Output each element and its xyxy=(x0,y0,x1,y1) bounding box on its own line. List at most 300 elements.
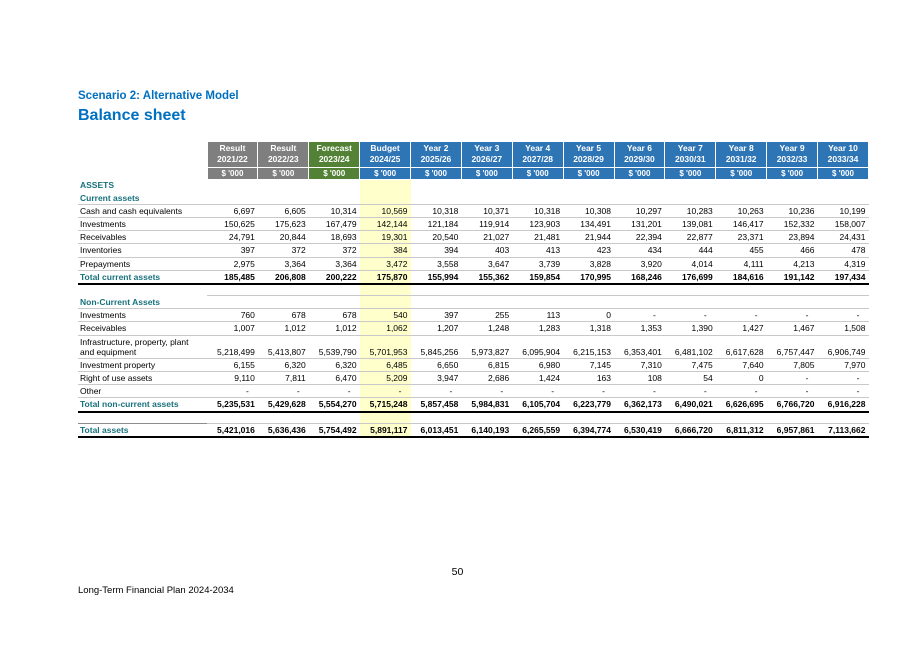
value-cell: 1,012 xyxy=(309,322,360,335)
value-cell xyxy=(665,296,716,309)
table-row xyxy=(78,372,869,385)
value-cell: 6,980 xyxy=(512,358,563,371)
value-cell xyxy=(461,296,512,309)
value-cell: - xyxy=(665,309,716,322)
value-cell: 6,697 xyxy=(207,204,258,217)
value-cell: 397 xyxy=(411,309,462,322)
value-cell: - xyxy=(360,385,411,398)
column-header-label: Year 10 xyxy=(828,143,858,154)
value-cell: 4,111 xyxy=(716,257,767,270)
value-cell: 5,845,256 xyxy=(411,335,462,358)
value-cell: 19,301 xyxy=(360,231,411,244)
value-cell: 6,353,401 xyxy=(614,335,665,358)
unit-header: $ '000 xyxy=(258,167,309,179)
value-cell: 394 xyxy=(411,244,462,257)
unit-header: $ '000 xyxy=(614,167,665,179)
unit-header: $ '000 xyxy=(411,167,462,179)
value-cell: 10,569 xyxy=(360,204,411,217)
value-cell: 168,246 xyxy=(614,270,665,284)
value-cell: - xyxy=(461,385,512,398)
value-cell: 7,811 xyxy=(258,372,309,385)
row-label: Receivables xyxy=(78,231,207,244)
table-row xyxy=(78,335,869,358)
value-cell: - xyxy=(411,385,462,398)
value-cell: - xyxy=(818,309,869,322)
value-cell: 7,145 xyxy=(563,358,614,371)
value-cell xyxy=(360,296,411,309)
column-header-year: 2032/33 xyxy=(776,154,808,165)
value-cell: 372 xyxy=(258,244,309,257)
value-cell xyxy=(767,192,818,205)
column-header-label: Budget xyxy=(370,143,400,154)
value-cell: 3,828 xyxy=(563,257,614,270)
row-label: Cash and cash equivalents xyxy=(78,204,207,217)
corner-cell xyxy=(78,167,207,179)
value-cell xyxy=(258,412,309,424)
value-cell: 10,314 xyxy=(309,204,360,217)
value-cell: 5,973,827 xyxy=(461,335,512,358)
column-header xyxy=(512,141,563,167)
value-cell: 5,636,436 xyxy=(258,424,309,438)
value-cell xyxy=(309,412,360,424)
value-cell: 434 xyxy=(614,244,665,257)
table-row xyxy=(78,385,869,398)
column-header-label: Year 8 xyxy=(728,143,754,154)
value-cell: - xyxy=(614,385,665,398)
table-row xyxy=(78,231,869,244)
column-header xyxy=(411,141,462,167)
value-cell: 3,364 xyxy=(258,257,309,270)
value-cell: 6,013,451 xyxy=(411,424,462,438)
value-cell xyxy=(614,179,665,191)
column-header xyxy=(360,141,411,167)
value-cell: 113 xyxy=(512,309,563,322)
column-header-year: 2028/29 xyxy=(573,154,604,165)
value-cell xyxy=(411,179,462,191)
footer-text: Long-Term Financial Plan 2024-2034 xyxy=(78,585,234,596)
value-cell: 444 xyxy=(665,244,716,257)
value-cell: 10,318 xyxy=(411,204,462,217)
value-cell: 6,916,228 xyxy=(818,398,869,412)
column-header xyxy=(665,141,716,167)
value-cell: 119,914 xyxy=(461,218,512,231)
value-cell xyxy=(360,284,411,296)
value-cell xyxy=(309,179,360,191)
value-cell xyxy=(461,284,512,296)
value-cell: 3,920 xyxy=(614,257,665,270)
value-cell: 150,625 xyxy=(207,218,258,231)
value-cell: 146,417 xyxy=(716,218,767,231)
value-cell: 134,491 xyxy=(563,218,614,231)
value-cell xyxy=(818,284,869,296)
table-row xyxy=(78,309,869,322)
row-label xyxy=(78,284,207,296)
value-cell: 5,429,628 xyxy=(258,398,309,412)
value-cell: 10,371 xyxy=(461,204,512,217)
value-cell: 540 xyxy=(360,309,411,322)
value-cell: 6,470 xyxy=(309,372,360,385)
value-cell: 6,666,720 xyxy=(665,424,716,438)
value-cell: 6,215,153 xyxy=(563,335,614,358)
unit-header: $ '000 xyxy=(461,167,512,179)
value-cell: 155,362 xyxy=(461,270,512,284)
value-cell: 6,140,193 xyxy=(461,424,512,438)
value-cell: 6,223,779 xyxy=(563,398,614,412)
value-cell: 10,283 xyxy=(665,204,716,217)
value-cell: 413 xyxy=(512,244,563,257)
value-cell xyxy=(512,284,563,296)
column-header xyxy=(716,141,767,167)
value-cell: 372 xyxy=(309,244,360,257)
column-header-label: Year 5 xyxy=(576,143,602,154)
value-cell: 5,554,270 xyxy=(309,398,360,412)
value-cell xyxy=(512,296,563,309)
value-cell: 6,265,559 xyxy=(512,424,563,438)
value-cell xyxy=(716,284,767,296)
value-cell: 1,427 xyxy=(716,322,767,335)
value-cell: 6,766,720 xyxy=(767,398,818,412)
value-cell xyxy=(818,296,869,309)
value-cell xyxy=(207,412,258,424)
column-header xyxy=(818,141,869,167)
value-cell xyxy=(614,296,665,309)
value-cell: - xyxy=(716,309,767,322)
value-cell: 24,431 xyxy=(818,231,869,244)
value-cell: 3,472 xyxy=(360,257,411,270)
value-cell: - xyxy=(818,372,869,385)
value-cell xyxy=(818,192,869,205)
value-cell xyxy=(665,412,716,424)
value-cell xyxy=(309,192,360,205)
value-cell: 6,617,628 xyxy=(716,335,767,358)
value-cell: 54 xyxy=(665,372,716,385)
value-cell: 152,332 xyxy=(767,218,818,231)
value-cell: 6,490,021 xyxy=(665,398,716,412)
column-header xyxy=(461,141,512,167)
value-cell xyxy=(614,412,665,424)
value-cell xyxy=(614,192,665,205)
value-cell: 6,811,312 xyxy=(716,424,767,438)
column-header-year: 2024/25 xyxy=(369,154,401,165)
value-cell xyxy=(767,412,818,424)
row-label: Receivables xyxy=(78,322,207,335)
value-cell: 163 xyxy=(563,372,614,385)
value-cell: 191,142 xyxy=(767,270,818,284)
value-cell: 6,320 xyxy=(258,358,309,371)
value-cell: 1,062 xyxy=(360,322,411,335)
value-cell: 2,975 xyxy=(207,257,258,270)
table-row xyxy=(78,244,869,257)
value-cell: 1,467 xyxy=(767,322,818,335)
value-cell: 5,715,248 xyxy=(360,398,411,412)
column-header-year: 2022/23 xyxy=(267,154,299,165)
value-cell: 158,007 xyxy=(818,218,869,231)
value-cell xyxy=(716,192,767,205)
value-cell: - xyxy=(716,385,767,398)
value-cell: - xyxy=(767,372,818,385)
table-row xyxy=(78,322,869,335)
value-cell: 9,110 xyxy=(207,372,258,385)
value-cell: 10,297 xyxy=(614,204,665,217)
value-cell: 423 xyxy=(563,244,614,257)
value-cell: 5,413,807 xyxy=(258,335,309,358)
value-cell: 1,248 xyxy=(461,322,512,335)
value-cell xyxy=(716,412,767,424)
row-label: Non-Current Assets xyxy=(78,296,207,309)
value-cell: 159,854 xyxy=(512,270,563,284)
value-cell: 1,390 xyxy=(665,322,716,335)
value-cell xyxy=(258,296,309,309)
value-cell: 760 xyxy=(207,309,258,322)
value-cell: 5,701,953 xyxy=(360,335,411,358)
column-header xyxy=(767,141,818,167)
value-cell: 678 xyxy=(309,309,360,322)
column-header-year: 2029/30 xyxy=(624,154,655,165)
row-label: Other xyxy=(78,385,207,398)
column-header-year: 2027/28 xyxy=(522,154,554,165)
spacer-row xyxy=(78,284,869,296)
value-cell: 4,014 xyxy=(665,257,716,270)
value-cell xyxy=(563,296,614,309)
value-cell: 384 xyxy=(360,244,411,257)
value-cell: 7,310 xyxy=(614,358,665,371)
row-label: Investments xyxy=(78,309,207,322)
value-cell: 175,623 xyxy=(258,218,309,231)
value-cell: 10,318 xyxy=(512,204,563,217)
value-cell: 4,319 xyxy=(818,257,869,270)
value-cell xyxy=(461,412,512,424)
value-cell: 5,235,531 xyxy=(207,398,258,412)
page-content xyxy=(78,90,869,438)
value-cell: 20,844 xyxy=(258,231,309,244)
value-cell: 0 xyxy=(563,309,614,322)
column-header-year: 2025/26 xyxy=(420,154,452,165)
value-cell: 170,995 xyxy=(563,270,614,284)
row-label xyxy=(78,412,207,424)
value-cell: 121,184 xyxy=(411,218,462,231)
value-cell: 6,815 xyxy=(461,358,512,371)
column-header-label: Result xyxy=(270,143,297,154)
value-cell: 1,207 xyxy=(411,322,462,335)
value-cell: - xyxy=(309,385,360,398)
value-cell: 6,481,102 xyxy=(665,335,716,358)
column-header-year: 2023/24 xyxy=(318,154,350,165)
value-cell: 131,201 xyxy=(614,218,665,231)
row-label: Infrastructure, property, plant and equipment xyxy=(78,335,207,358)
unit-header: $ '000 xyxy=(309,167,360,179)
row-label: Total current assets xyxy=(78,270,207,284)
value-cell: 5,218,499 xyxy=(207,335,258,358)
value-cell: 24,791 xyxy=(207,231,258,244)
value-cell xyxy=(258,179,309,191)
value-cell: 167,479 xyxy=(309,218,360,231)
column-header-year: 2026/27 xyxy=(471,154,503,165)
total-row xyxy=(78,424,869,438)
value-cell: - xyxy=(767,385,818,398)
row-label: Prepayments xyxy=(78,257,207,270)
value-cell: 6,957,861 xyxy=(767,424,818,438)
value-cell: 155,994 xyxy=(411,270,462,284)
value-cell xyxy=(563,192,614,205)
table-row xyxy=(78,358,869,371)
column-header-label: Year 6 xyxy=(626,143,652,154)
page-number: 50 xyxy=(451,566,464,578)
value-cell: 185,485 xyxy=(207,270,258,284)
unit-header: $ '000 xyxy=(716,167,767,179)
value-cell xyxy=(411,296,462,309)
column-header-label: Forecast xyxy=(316,143,352,154)
value-cell: 1,007 xyxy=(207,322,258,335)
value-cell xyxy=(512,179,563,191)
value-cell: 1,353 xyxy=(614,322,665,335)
value-cell: 7,970 xyxy=(818,358,869,371)
value-cell xyxy=(716,179,767,191)
value-cell: 0 xyxy=(716,372,767,385)
value-cell: 7,805 xyxy=(767,358,818,371)
value-cell xyxy=(411,192,462,205)
value-cell xyxy=(563,412,614,424)
value-cell: 5,857,458 xyxy=(411,398,462,412)
unit-header: $ '000 xyxy=(818,167,869,179)
value-cell: 184,616 xyxy=(716,270,767,284)
column-header-year: 2021/22 xyxy=(217,154,248,165)
unit-header: $ '000 xyxy=(665,167,716,179)
column-header-year: 2030/31 xyxy=(674,154,706,165)
value-cell: 1,508 xyxy=(818,322,869,335)
page-title: Balance sheet xyxy=(78,106,186,124)
column-header-label: Year 3 xyxy=(474,143,500,154)
value-cell: - xyxy=(207,385,258,398)
column-header-year: 2031/32 xyxy=(725,154,757,165)
value-cell xyxy=(563,179,614,191)
table-row xyxy=(78,257,869,270)
value-cell: 6,362,173 xyxy=(614,398,665,412)
value-cell: - xyxy=(767,309,818,322)
value-cell: - xyxy=(512,385,563,398)
value-cell: 478 xyxy=(818,244,869,257)
value-cell: 3,647 xyxy=(461,257,512,270)
value-cell xyxy=(411,412,462,424)
value-cell xyxy=(360,412,411,424)
group-row xyxy=(78,179,869,191)
value-cell xyxy=(207,284,258,296)
value-cell xyxy=(360,179,411,191)
value-cell xyxy=(360,192,411,205)
unit-header: $ '000 xyxy=(512,167,563,179)
value-cell xyxy=(665,284,716,296)
total-row xyxy=(78,270,869,284)
column-header xyxy=(309,141,360,167)
value-cell xyxy=(309,296,360,309)
value-cell: 1,318 xyxy=(563,322,614,335)
value-cell: - xyxy=(665,385,716,398)
value-cell xyxy=(818,412,869,424)
value-cell: 455 xyxy=(716,244,767,257)
value-cell: 176,699 xyxy=(665,270,716,284)
value-cell: 6,105,704 xyxy=(512,398,563,412)
value-cell: 10,308 xyxy=(563,204,614,217)
value-cell: 5,209 xyxy=(360,372,411,385)
value-cell: 1,424 xyxy=(512,372,563,385)
column-header-label: Year 9 xyxy=(779,143,805,154)
value-cell xyxy=(767,296,818,309)
value-cell: 23,371 xyxy=(716,231,767,244)
value-cell: 21,481 xyxy=(512,231,563,244)
unit-header: $ '000 xyxy=(767,167,818,179)
value-cell: 678 xyxy=(258,309,309,322)
column-header xyxy=(207,141,258,167)
value-cell: - xyxy=(818,385,869,398)
column-header-year: 2033/34 xyxy=(827,154,859,165)
value-cell: 10,236 xyxy=(767,204,818,217)
balance-sheet-table xyxy=(78,141,869,438)
value-cell: 7,113,662 xyxy=(818,424,869,438)
value-cell xyxy=(207,179,258,191)
value-cell: 6,320 xyxy=(309,358,360,371)
value-cell xyxy=(665,192,716,205)
table-row xyxy=(78,218,869,231)
value-cell xyxy=(716,296,767,309)
spacer-row xyxy=(78,412,869,424)
section-row xyxy=(78,192,869,205)
value-cell: 21,027 xyxy=(461,231,512,244)
value-cell xyxy=(512,192,563,205)
value-cell xyxy=(258,192,309,205)
value-cell: 6,095,904 xyxy=(512,335,563,358)
corner-cell xyxy=(78,141,207,167)
value-cell: 3,947 xyxy=(411,372,462,385)
value-cell: 123,903 xyxy=(512,218,563,231)
row-label: Total non-current assets xyxy=(78,398,207,412)
value-cell: 6,485 xyxy=(360,358,411,371)
row-label: Investment property xyxy=(78,358,207,371)
value-cell xyxy=(411,284,462,296)
value-cell: 175,870 xyxy=(360,270,411,284)
value-cell: 5,984,831 xyxy=(461,398,512,412)
value-cell: 21,944 xyxy=(563,231,614,244)
value-cell: 10,199 xyxy=(818,204,869,217)
value-cell: 7,475 xyxy=(665,358,716,371)
value-cell: 142,144 xyxy=(360,218,411,231)
value-cell: 1,012 xyxy=(258,322,309,335)
unit-header: $ '000 xyxy=(207,167,258,179)
value-cell xyxy=(665,179,716,191)
value-cell: 108 xyxy=(614,372,665,385)
value-cell: 5,754,492 xyxy=(309,424,360,438)
row-label: Inventories xyxy=(78,244,207,257)
value-cell: 5,539,790 xyxy=(309,335,360,358)
column-header-label: Result xyxy=(219,143,246,154)
row-label: Total assets xyxy=(78,424,207,438)
unit-header: $ '000 xyxy=(360,167,411,179)
value-cell: 397 xyxy=(207,244,258,257)
value-cell: 200,222 xyxy=(309,270,360,284)
value-cell: - xyxy=(563,385,614,398)
value-cell: 4,213 xyxy=(767,257,818,270)
value-cell: 6,155 xyxy=(207,358,258,371)
value-cell xyxy=(767,284,818,296)
value-cell xyxy=(258,284,309,296)
row-label: Investments xyxy=(78,218,207,231)
value-cell xyxy=(818,179,869,191)
value-cell: 18,693 xyxy=(309,231,360,244)
value-cell xyxy=(309,284,360,296)
value-cell: 6,605 xyxy=(258,204,309,217)
value-cell: 206,808 xyxy=(258,270,309,284)
column-header xyxy=(258,141,309,167)
total-row xyxy=(78,398,869,412)
value-cell: 1,283 xyxy=(512,322,563,335)
